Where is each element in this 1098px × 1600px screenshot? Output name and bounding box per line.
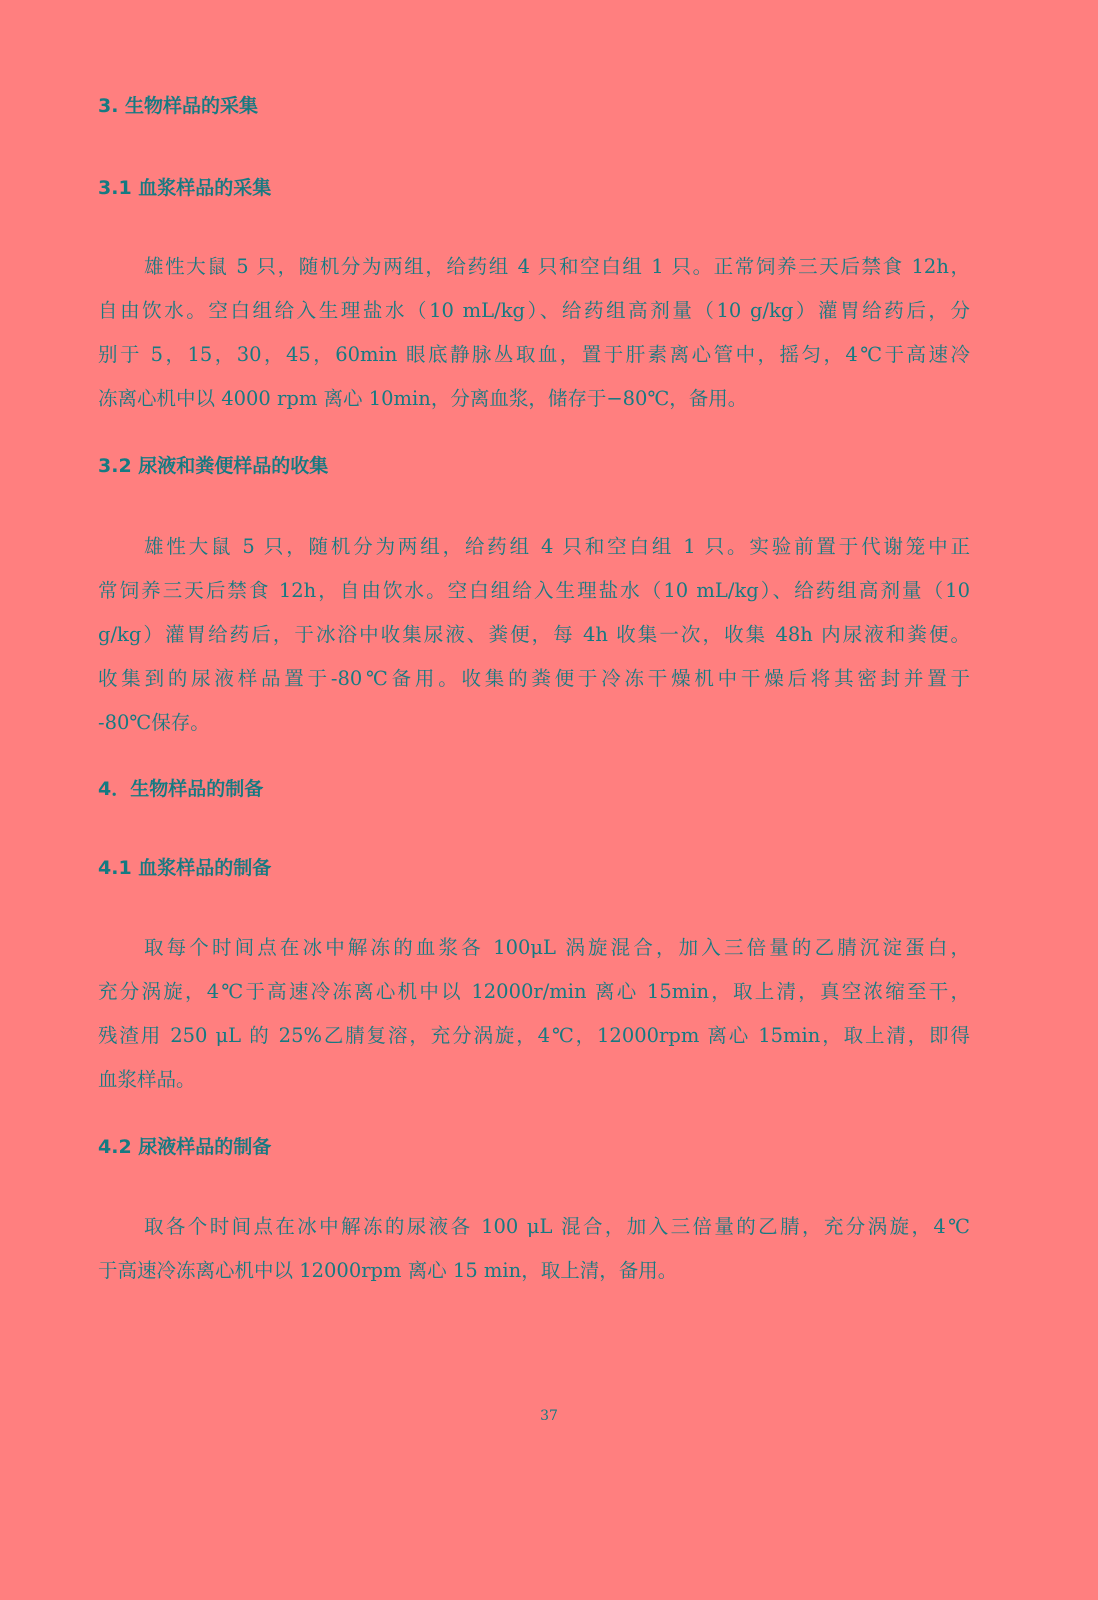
section-3-2-heading: 3.2 尿液和粪便样品的收集 — [98, 455, 329, 477]
paragraph-line: 冻离心机中以 4000 rpm 离心 10min，分离血浆，储存于−80℃，备用。 — [98, 387, 748, 410]
paragraph-line: 收集到的尿液样品置于-80℃备用。收集的粪便于冷冻干燥机中干燥后将其密封并置于 — [98, 667, 970, 690]
paragraph-line: 残渣用 250 μL 的 25%乙腈复溶，充分涡旋，4℃，12000rpm 离心 15min，取上清，即得 — [98, 1024, 970, 1047]
paragraph-line: 别于 5，15，30，45，60min 眼底静脉丛取血，置于肝素离心管中，摇匀，4℃于高速冷 — [98, 343, 970, 366]
section-3-1-heading: 3.1 血浆样品的采集 — [98, 177, 272, 199]
paragraph-line: 自由饮水。空白组给入生理盐水（10 mL/kg）、给药组高剂量（10 g/kg）灌胃给药后，分 — [98, 299, 970, 322]
section-4-1-paragraph — [98, 926, 970, 1102]
paragraph-line: 取每个时间点在冰中解冻的血浆各 100μL 涡旋混合，加入三倍量的乙腈沉淀蛋白， — [144, 936, 970, 959]
page-number: 37 — [540, 1408, 558, 1424]
paragraph-line: 雄性大鼠 5 只，随机分为两组，给药组 4 只和空白组 1 只。正常饲养三天后禁食 12h， — [144, 255, 970, 278]
paragraph-line: 于高速冷冻离心机中以 12000rpm 离心 15 min，取上清，备用。 — [98, 1259, 678, 1282]
paragraph-line: 常饲养三天后禁食 12h，自由饮水。空白组给入生理盐水（10 mL/kg）、给药组高剂量（10 — [98, 579, 970, 602]
paragraph-line: 血浆样品。 — [98, 1068, 196, 1091]
section-3-2-paragraph — [98, 525, 970, 745]
section-4-heading: 4．生物样品的制备 — [98, 778, 264, 800]
section-4-1-heading: 4.1 血浆样品的制备 — [98, 857, 272, 879]
paragraph-line: -80℃保存。 — [98, 711, 210, 734]
paragraph-line: 取各个时间点在冰中解冻的尿液各 100 μL 混合，加入三倍量的乙腈，充分涡旋，4℃ — [144, 1215, 970, 1238]
paragraph-line: 充分涡旋，4℃于高速冷冻离心机中以 12000r/min 离心 15min，取上清，真空浓缩至干， — [98, 980, 970, 1003]
paragraph-line: 雄性大鼠 5 只，随机分为两组，给药组 4 只和空白组 1 只。实验前置于代谢笼中正 — [144, 535, 970, 558]
section-3-heading: 3. 生物样品的采集 — [98, 95, 259, 117]
paragraph-line: g/kg）灌胃给药后，于冰浴中收集尿液、粪便，每 4h 收集一次，收集 48h 内尿液和粪便。 — [98, 623, 970, 646]
section-3-1-paragraph — [98, 245, 970, 421]
section-4-2-paragraph — [98, 1205, 970, 1293]
section-4-2-heading: 4.2 尿液样品的制备 — [98, 1136, 272, 1158]
